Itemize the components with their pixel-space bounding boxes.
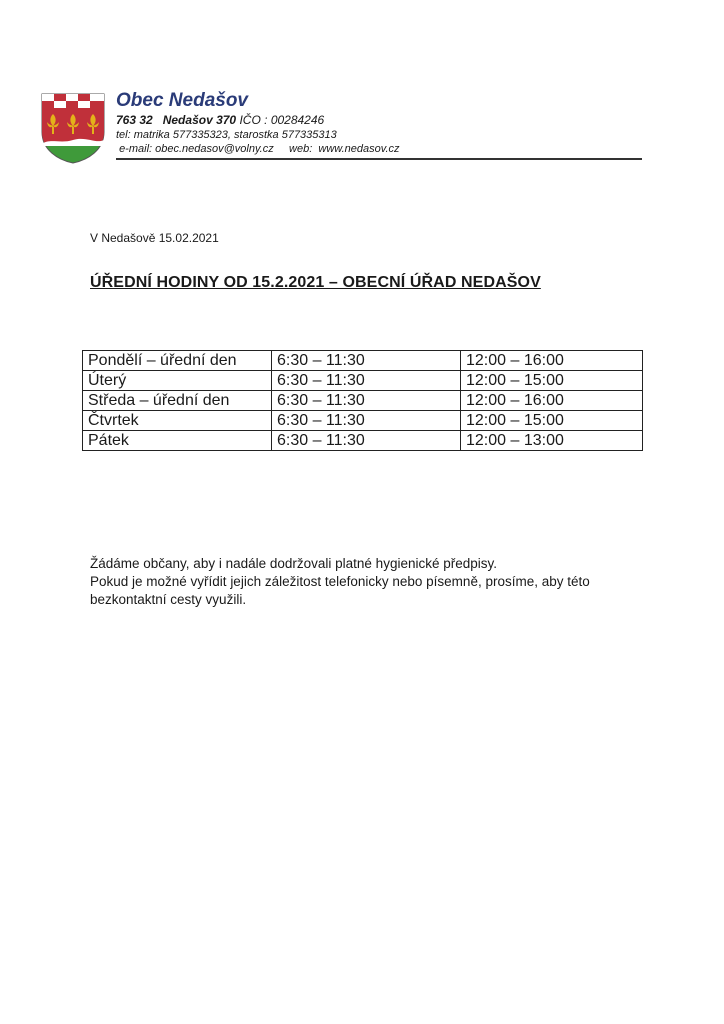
- day-cell: Pátek: [83, 431, 272, 451]
- day-cell: Úterý: [83, 371, 272, 391]
- table-row: [83, 391, 643, 411]
- table-row: [83, 371, 643, 391]
- web-label: web:: [289, 143, 313, 155]
- afternoon-hours-cell: 12:00 – 15:00: [461, 411, 643, 431]
- ico-label: IČO :: [239, 113, 268, 127]
- morning-hours-cell: 6:30 – 11:30: [272, 371, 461, 391]
- municipal-crest-icon: [40, 92, 106, 164]
- notice-line: Pokud je možné vyřídit jejich záležitost telefonicky nebo písemně, prosíme, aby této bezkontaktní cesty využili.: [90, 574, 590, 607]
- document-date: V Nedašově 15.02.2021: [90, 231, 219, 245]
- afternoon-hours-cell: 12:00 – 16:00: [461, 351, 643, 371]
- email-address[interactable]: obec.nedasov@volny.cz: [155, 143, 274, 155]
- notice-line: Žádáme občany, aby i nadále dodržovali platné hygienické předpisy.: [90, 556, 497, 571]
- street-address: Nedašov 370: [162, 113, 237, 127]
- table-row: [83, 351, 643, 371]
- letterhead: [116, 90, 400, 156]
- address-line: [116, 113, 400, 128]
- header-divider: [116, 158, 642, 160]
- afternoon-hours-cell: 12:00 – 15:00: [461, 371, 643, 391]
- postal-code: 763 32: [116, 113, 153, 127]
- table-row: [83, 411, 643, 431]
- ico-value: 00284246: [270, 113, 325, 127]
- afternoon-hours-cell: 12:00 – 13:00: [461, 431, 643, 451]
- phone-line: tel: matrika 577335323, starostka 577335313: [116, 129, 337, 141]
- organization-name: Obec Nedašov: [116, 90, 248, 111]
- document-heading: ÚŘEDNÍ HODINY OD 15.2.2021 – OBECNÍ ÚŘAD NEDAŠOV: [90, 274, 541, 291]
- office-hours-table: [82, 350, 643, 451]
- morning-hours-cell: 6:30 – 11:30: [272, 411, 461, 431]
- email-label: e-mail:: [119, 143, 153, 155]
- morning-hours-cell: 6:30 – 11:30: [272, 431, 461, 451]
- day-cell: Středa – úřední den: [83, 391, 272, 411]
- day-cell: Čtvrtek: [83, 411, 272, 431]
- table-row: [83, 431, 643, 451]
- web-address[interactable]: www.nedasov.cz: [318, 143, 400, 155]
- afternoon-hours-cell: 12:00 – 16:00: [461, 391, 643, 411]
- hygiene-notice: [90, 555, 650, 609]
- morning-hours-cell: 6:30 – 11:30: [272, 391, 461, 411]
- contact-line: [116, 142, 400, 156]
- day-cell: Pondělí – úřední den: [83, 351, 272, 371]
- morning-hours-cell: 6:30 – 11:30: [272, 351, 461, 371]
